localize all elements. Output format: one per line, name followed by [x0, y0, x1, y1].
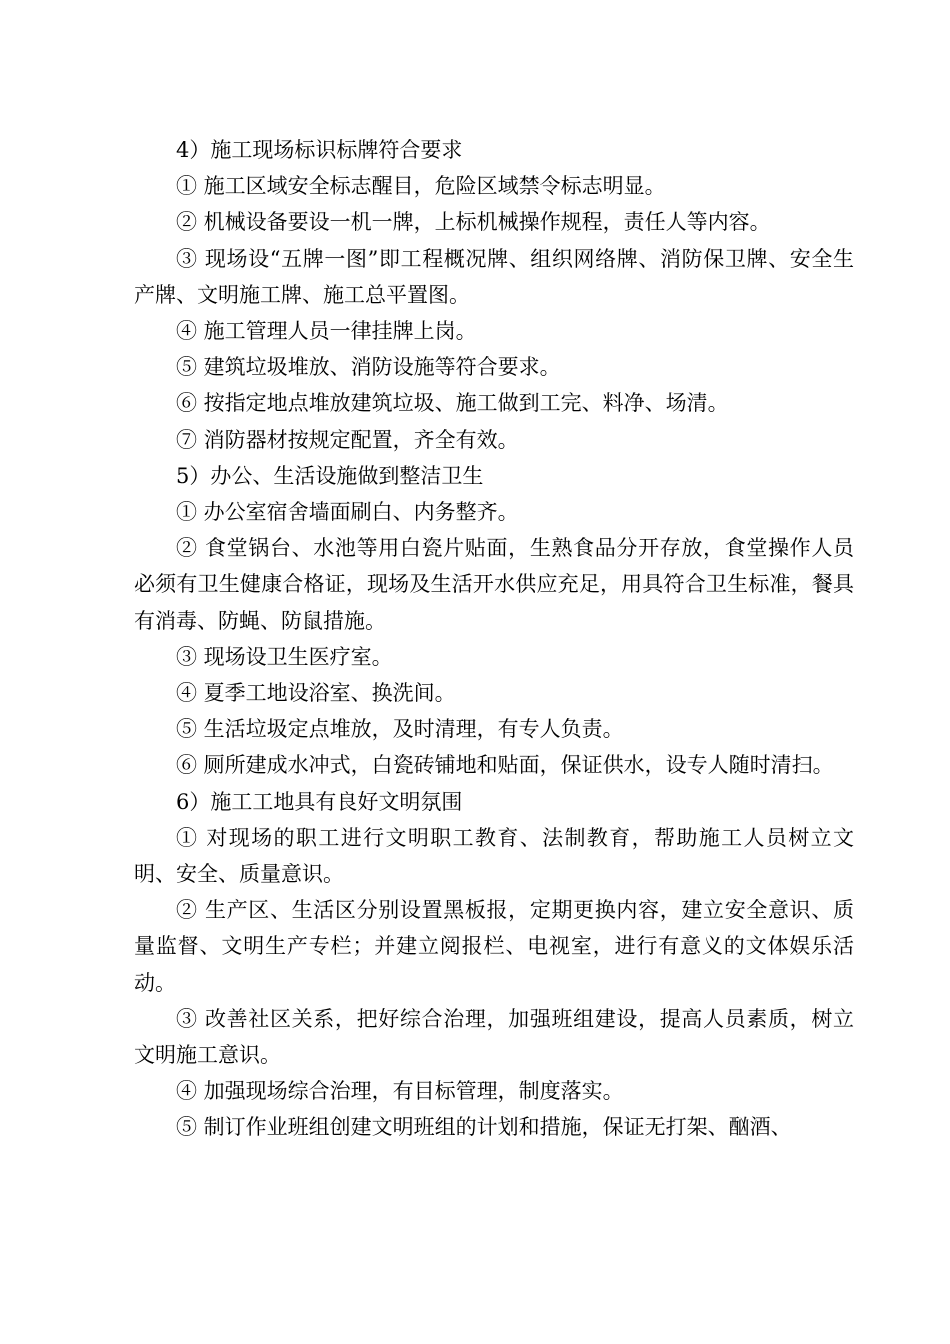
list-item: ⑤ 生活垃圾定点堆放，及时清理，有专人负责。 — [176, 717, 624, 742]
list-item: ③ 现场设卫生医疗室。 — [176, 644, 393, 669]
section-heading-4: 4）施工现场标识标牌符合要求 — [176, 138, 463, 162]
list-item: ⑤ 建筑垃圾堆放、消防设施等符合要求。 — [176, 355, 561, 380]
list-item: ② 生产区、生活区分别设置黑板报，定期更换内容，建立安全意识、质量监督、文明生产专栏；并建立阅报栏、电视室，进行有意义的文体娱乐活动。 — [134, 898, 854, 995]
list-item: ① 对现场的职工进行文明职工教育、法制教育，帮助施工人员树立文明、安全、质量意识。 — [134, 825, 854, 887]
list-item: ⑥ 按指定地点堆放建筑垃圾、施工做到工完、料净、场清。 — [176, 391, 729, 416]
list-item: ⑥ 厕所建成水冲式，白瓷砖铺地和贴面，保证供水，设专人随时清扫。 — [176, 753, 834, 778]
list-item: ② 机械设备要设一机一牌，上标机械操作规程，责任人等内容。 — [176, 210, 771, 235]
list-item: ③ 改善社区关系，把好综合治理，加强班组建设，提高人员素质，树立文明施工意识。 — [134, 1006, 854, 1068]
list-item: ④ 夏季工地设浴室、换洗间。 — [176, 681, 456, 706]
list-item: ④ 施工管理人员一律挂牌上岗。 — [176, 319, 477, 344]
list-item: ① 施工区域安全标志醒目，危险区域禁令标志明显。 — [176, 174, 666, 199]
list-item: ④ 加强现场综合治理，有目标管理，制度落实。 — [176, 1079, 624, 1104]
list-item: ⑤ 制订作业班组创建文明班组的计划和措施，保证无打架、酗酒、 — [176, 1115, 792, 1140]
section-heading-5: 5）办公、生活设施做到整洁卫生 — [176, 463, 484, 488]
list-item: ③ 现场设“五牌一图”即工程概况牌、组织网络牌、消防保卫牌、安全生产牌、文明施工牌、施工总平置图。 — [134, 246, 854, 307]
document-body — [134, 132, 854, 1146]
list-item: ② 食堂锅台、水池等用白瓷片贴面，生熟食品分开存放，食堂操作人员必须有卫生健康合格证，现场及生活开水供应充足，用具符合卫生标准，餐具有消毒、防蝇、防鼠措施。 — [134, 536, 854, 633]
section-heading-6: 6）施工工地具有良好文明氛围 — [176, 789, 463, 814]
list-item: ⑦ 消防器材按规定配置，齐全有效。 — [176, 427, 519, 452]
list-item: ① 办公室宿舍墙面刷白、内务整齐。 — [176, 500, 519, 525]
